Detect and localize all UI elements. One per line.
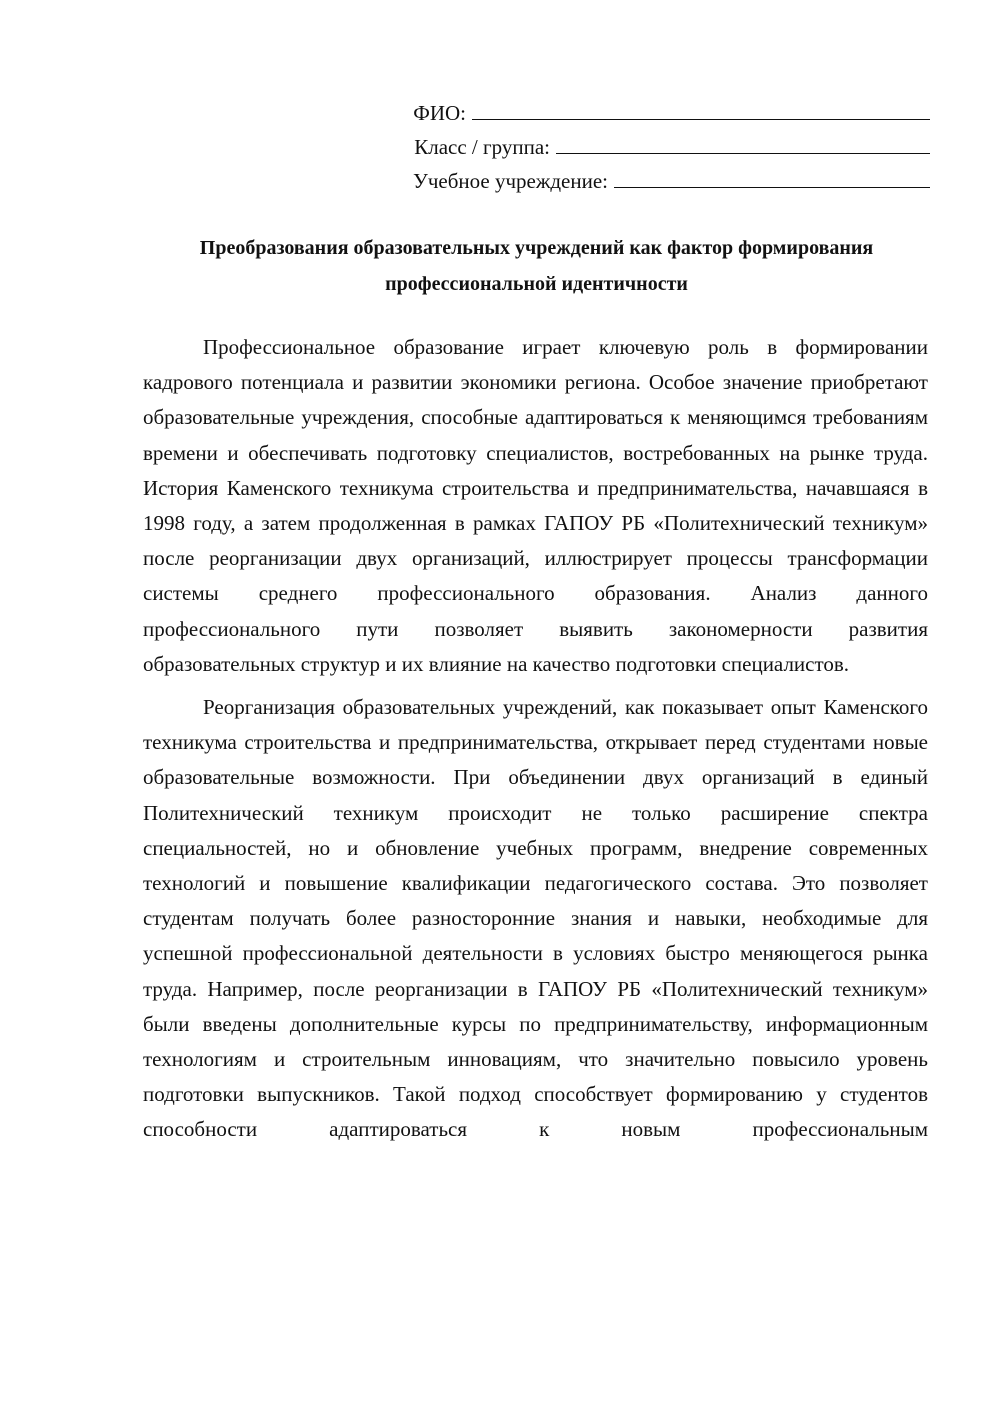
title-line-1: Преобразования образовательных учреждений как фактор формирования	[199, 237, 874, 259]
institution-field-row	[360, 160, 930, 194]
title-line-2: профессиональной идентичности	[385, 273, 688, 295]
class-group-blank-line	[556, 131, 930, 154]
paragraph-1: Профессиональное образование играет ключевую роль в формировании кадрового потенциала и развитии экономики региона. Особое значение приобретают образовательные учреждения, способные адаптироваться к меняющимся требованиям времени и обеспечивать подготовку специалистов, востребованных на рынке труда. История Каменского техникума строительства и предпринимательства, начавшаяся в 1998 году, а затем продолженная в рамках ГАПОУ РБ «Политехнический техникум» после реорганизации двух организаций, иллюстрирует процессы трансформации системы среднего профессионального образования. Анализ данного профессионального пути позволяет выявить закономерности развития образовательных структур и их влияние на качество подготовки специалистов.	[143, 335, 928, 676]
class-field-row	[360, 126, 930, 160]
paragraph-2: Реорганизация образовательных учреждений, как показывает опыт Каменского техникума строительства и предпринимательства, открывает перед студентами новые образовательные возможности. При объединении двух организаций в единый Политехнический техникум происходит не только расширение спектра специальностей, но и обновление учебных программ, внедрение современных технологий и повышение квалификации педагогического состава. Это позволяет студентам получать более разносторонние знания и навыки, необходимые для успешной профессиональной деятельности в условиях быстро меняющегося рынка труда. Например, после реорганизации в ГАПОУ РБ «Политехнический техникум» были введены дополнительные курсы по предпринимательству, информационным технологиям и строительным инновациям, что значительно повысило уровень подготовки выпускников. Такой подход способствует формированию у студентов способности адаптироваться к новым профессиональным	[143, 695, 928, 1142]
institution-blank-line	[614, 165, 930, 188]
fio-blank-line	[472, 97, 930, 120]
class-group-label: Класс / группа:	[414, 135, 550, 159]
student-info-fields	[360, 92, 930, 194]
fio-label: ФИО:	[413, 101, 466, 125]
institution-label: Учебное учреждение:	[412, 169, 608, 193]
fio-field-row	[360, 92, 930, 126]
document-title	[143, 230, 930, 302]
document-body	[143, 330, 928, 1156]
